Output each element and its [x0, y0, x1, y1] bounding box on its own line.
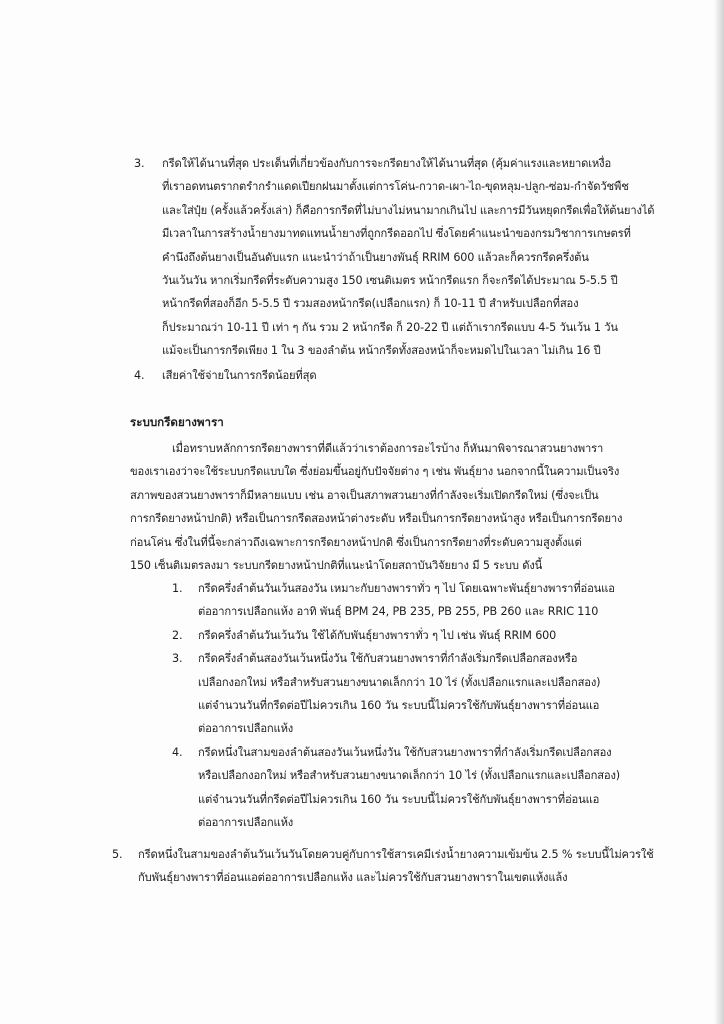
item-3-text [162, 152, 662, 363]
system-line: หรือเปลือกงอกใหม่ หรือสำหรับสวนยางขนาดเล็กกว่า 10 ไร่ (ทั้งเปลือกแรกและเปลือกสอง) [198, 769, 621, 783]
item-4-number: 4. [134, 369, 145, 382]
system-item-3 [172, 647, 658, 741]
system-item-2 [172, 624, 658, 647]
system-line: กรีดหนึ่งในสามของลำต้นสองวันเว้นหนึ่งวัน ใช้กับสวนยางพาราที่กำลังเริ่มกรีดเปลือกสอง [198, 745, 612, 759]
system-item-1 [172, 577, 658, 624]
item-3-line: กรีดให้ได้นานที่สุด ประเด็นที่เกี่ยวข้องกับการจะกรีดยางให้ได้นานที่สุด (คุ้มค่าแรงและหยาดเหงื่อ [162, 157, 612, 170]
system-line: แต่จำนวนวันที่กรีดต่อปีไม่ควรเกิน 160 วัน ระบบนี้ไม่ควรใช้กับพันธุ์ยางพาราที่อ่อนแอ [198, 792, 600, 806]
item-5 [112, 843, 678, 890]
item-3-line: คำนึงถึงต้นยางเป็นอันดับแรก แนะนำว่าถ้าเป็นยางพันธุ์ RRIM 600 แล้วละก็ควรกรีดครึ่งต้น [162, 250, 589, 264]
item-4-text: เสียค่าใช้จ่ายในการกรีดน้อยที่สุด [162, 369, 317, 382]
intro-line: ของเราเองว่าจะใช้ระบบกรีดแบบใด ซึ่งย่อมขึ้นอยู่กับปัจจัยต่าง ๆ เช่น พันธุ์ยาง นอกจากนี้ในความเป็นจริง [130, 465, 620, 479]
system-number: 2. [172, 628, 183, 642]
item-3-line: ที่เราอดทนตรากตรำกรำแดดเปียกฝนมาตั้งแต่การโค่น-กวาด-เผา-ไถ-ขุดหลุม-ปลูก-ซ่อม-กำจัดวัชพืช [162, 180, 629, 194]
section-heading: ระบบกรีดยางพารา [130, 415, 224, 429]
system-line: กรีดครึ่งลำต้นวันเว้นวัน ใช้ได้กับพันธุ์ยางพาราทั่ว ๆ ไป เช่น พันธุ์ RRIM 600 [198, 628, 557, 642]
item-5-number: 5. [112, 848, 123, 861]
system-line: กรีดครึ่งลำต้นสองวันเว้นหนึ่งวัน ใช้กับสวนยางพาราที่กำลังเริ่มกรีดเปลือกสองหรือ [198, 652, 578, 666]
item-3-line: มีเวลาในการสร้างน้ำยางมาทดแทนน้ำยางที่ถูกกรีดออกไป ซึ่งโดยคำแนะนำของกรมวิชาการเกษตรที่ [162, 227, 631, 241]
item-3-line: ก็ประมาณว่า 10-11 ปี เท่า ๆ กัน รวม 2 หน้ากรีด ก็ 20-22 ปี แต่ถ้าเรากรีดแบบ 4-5 วันเว้น 1 วัน [162, 320, 618, 334]
intro-paragraph [130, 437, 658, 577]
page-edge-shadow [714, 0, 724, 1024]
item-5-line: กรีดหนึ่งในสามของลำต้นวันเว้นวันโดยควบคู่กับการใช้สารเคมีเร่งน้ำยางความเข้มข้น 2.5 % ระบบนี้ไม่ควรใช้ [138, 848, 654, 861]
system-number: 1. [172, 582, 183, 595]
intro-line: สภาพของสวนยางพาราก็มีหลายแบบ เช่น อาจเป็นสภาพสวนยางที่กำลังจะเริ่มเปิดกรีดใหม่ (ซึ่งจะเป็น [130, 488, 599, 502]
intro-line: 150 เซ็นติเมตรลงมา ระบบกรีดยางหน้าปกติที่แนะนำโดยสถาบันวิจัยยาง มี 5 ระบบ ดังนี้ [130, 559, 543, 573]
system-line: กรีดครึ่งลำต้นวันเว้นสองวัน เหมาะกับยางพาราทั่ว ๆ ไป โดยเฉพาะพันธุ์ยางพาราที่อ่อนแอ [198, 582, 615, 595]
item-5-line: กับพันธุ์ยางพาราที่อ่อนแอต่ออาการเปลือกแห้ง และไม่ควรใช้กับสวนยางพาราในเขตแห้งแล้ง [138, 871, 568, 885]
item-3-number: 3. [134, 157, 145, 170]
intro-line: การกรีดยางหน้าปกติ) หรือเป็นการกรีดสองหน้าต่างระดับ หรือเป็นการกรีดยางหน้าสูง หรือเป็นการกรีดยาง [130, 512, 623, 526]
system-line: เปลือกงอกใหม่ หรือสำหรับสวนยางขนาดเล็กกว่า 10 ไร่ (ทั้งเปลือกแรกและเปลือกสอง) [198, 675, 601, 689]
item-3-line: วันเว้นวัน หากเริ่มกรีดที่ระดับความสูง 150 เซนติเมตร หน้ากรีดแรก ก็จะกรีดได้ประมาณ 5-5.5 ปี [162, 274, 618, 288]
item-3-line: และใส่ปุ๋ย (ครั้งแล้วครั้งเล่า) ก็คือการกรีดที่ไม่บางไม่หนามากเกินไป และการมีวันหยุดกรีดเพื่อให้ต้นยางได้ [162, 203, 655, 217]
intro-line: ก่อนโค่น ซึ่งในที่นี้จะกล่าวถึงเฉพาะการกรีดยางหน้าปกติ ซึ่งเป็นการกรีดยางที่ระดับความสูงตั้งแต่ [130, 535, 582, 549]
system-number: 3. [172, 652, 183, 666]
item-3-line: หน้ากรีดที่สองก็อีก 5-5.5 ปี รวมสองหน้ากรีด(เปลือกแรก) ก็ 10-11 ปี สำหรับเปลือกที่สอง [162, 297, 579, 311]
item-3 [134, 152, 662, 363]
system-line: ต่ออาการเปลือกแห้ง อาทิ พันธุ์ BPM 24, PB 235, PB 255, PB 260 และ RRIC 110 [198, 605, 599, 619]
system-item-4 [172, 741, 658, 835]
system-line: ต่ออาการเปลือกแห้ง [198, 722, 294, 736]
intro-line: เมื่อทราบหลักการกรีดยางพาราที่ดีแล้วว่าเราต้องการอะไรบ้าง ก็หันมาพิจารณาสวนยางพารา [172, 442, 604, 455]
system-line: ต่ออาการเปลือกแห้ง [198, 816, 294, 830]
systems-list [172, 577, 658, 834]
item-4 [134, 364, 316, 387]
system-line: แต่จำนวนวันที่กรีดต่อปีไม่ควรเกิน 160 วัน ระบบนี้ไม่ควรใช้กับพันธุ์ยางพาราที่อ่อนแอ [198, 699, 600, 713]
item-3-line: แม้จะเป็นการกรีดเพียง 1 ใน 3 ของลำต้น หน้ากรีดทั้งสองหน้าก็จะหมดไปในเวลา ไม่เกิน 16 ปี [162, 344, 601, 358]
system-number: 4. [172, 745, 183, 759]
